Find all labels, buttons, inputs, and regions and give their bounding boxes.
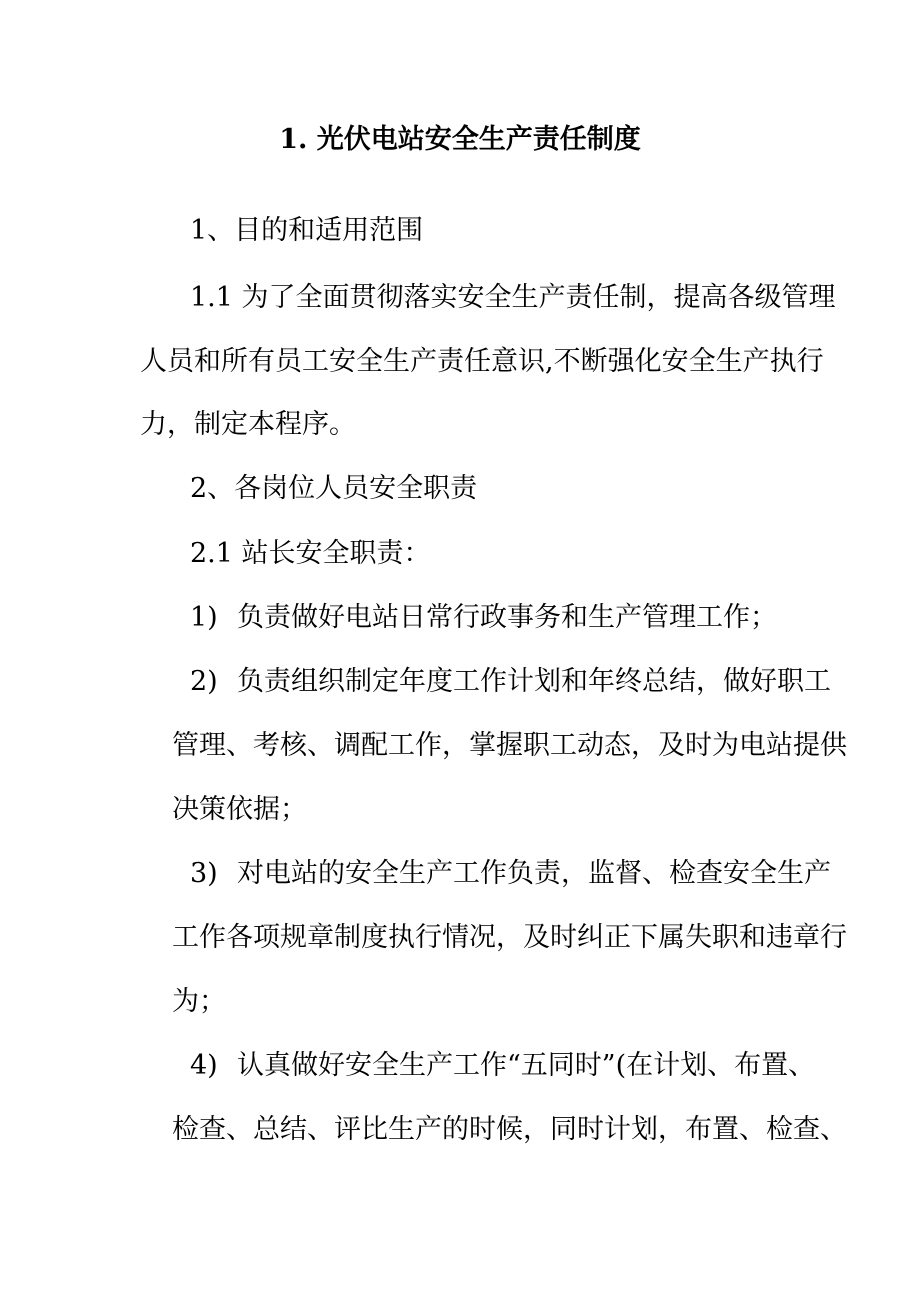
duty-4-line-1: 认真做好安全生产工作“五同时”(在计划、布置、 bbox=[237, 1050, 816, 1081]
duty-3-line-3: 为； bbox=[172, 986, 226, 1017]
duty-2-number: 2) bbox=[190, 666, 218, 697]
duty-2-line-1: 负责组织制定年度工作计划和年终总结，做好职工 bbox=[237, 666, 831, 697]
duty-4-number: 4) bbox=[190, 1050, 218, 1081]
duty-2-line-3: 决策依据； bbox=[172, 794, 307, 825]
paragraph-1-1-line-1: 1.1 为了全面贯彻落实安全生产责任制，提高各级管理 bbox=[190, 282, 836, 313]
duty-3-number: 3) bbox=[190, 858, 218, 889]
paragraph-1-1-line-3: 力，制定本程序。 bbox=[140, 409, 356, 440]
duty-1-line-1: 负责做好电站日常行政事务和生产管理工作； bbox=[237, 602, 777, 633]
paragraph-2-1: 2.1 站长安全职责： bbox=[190, 538, 431, 569]
duty-3-line-2: 工作各项规章制度执行情况，及时纠正下属失职和违章行 bbox=[172, 922, 847, 953]
duty-1-number: 1) bbox=[190, 602, 218, 633]
duty-4-line-2: 检查、总结、评比生产的时候，同时计划，布置、检查、 bbox=[172, 1114, 847, 1145]
document-title: 1. 光伏电站安全生产责任制度 bbox=[279, 124, 641, 155]
section-2-heading: 2、各岗位人员安全职责 bbox=[190, 473, 478, 504]
duty-3-line-1: 对电站的安全生产工作负责，监督、检查安全生产 bbox=[237, 858, 831, 889]
paragraph-1-1-line-2: 人员和所有员工安全生产责任意识,不断强化安全生产执行 bbox=[140, 346, 824, 377]
duty-2-line-2: 管理、考核、调配工作，掌握职工动态，及时为电站提供 bbox=[172, 730, 847, 761]
section-1-heading: 1、目的和适用范围 bbox=[190, 215, 424, 246]
